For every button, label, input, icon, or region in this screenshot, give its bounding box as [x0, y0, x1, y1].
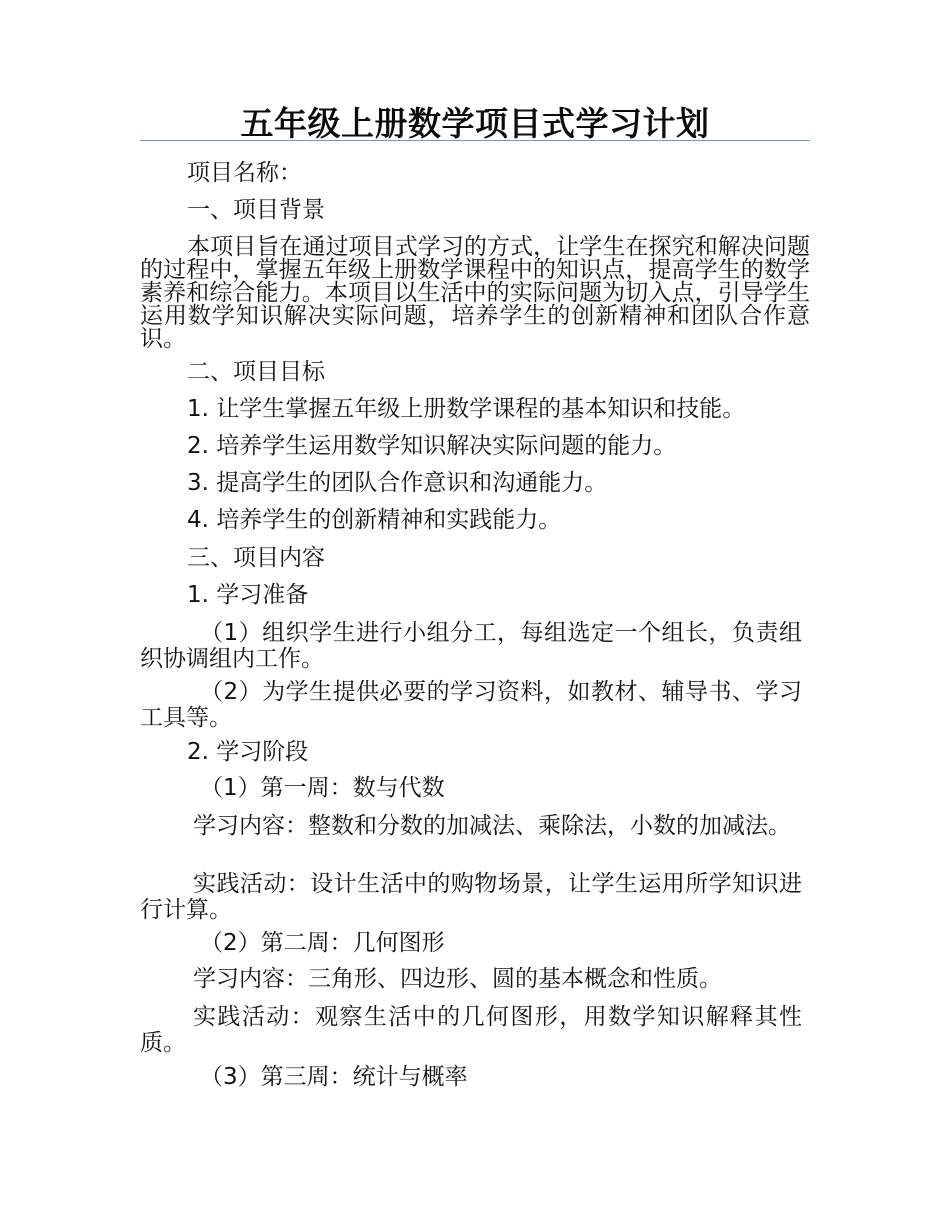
prep-item: （2）为学生提供必要的学习资料，如教材、辅导书、学习工具等。: [140, 679, 802, 731]
prep-item: （1）组织学生进行小组分工，每组选定一个组长，负责组织协调组内工作。: [140, 620, 802, 672]
goal-item: 3. 提高学生的团队合作意识和沟通能力。: [187, 470, 608, 496]
week1-heading: （1）第一周：数与代数: [200, 775, 445, 801]
goal-item: 4. 培养学生的创新精神和实践能力。: [187, 507, 562, 533]
background-paragraph: 本项目旨在通过项目式学习的方式，让学生在探究和解决问题的过程中，掌握五年级上册数学课程中的知识点，提高学生的数学素养和综合能力。本项目以生活中的实际问题为切入点，引导学生运用数学知识解决实际问题，培养学生的创新精神和团队合作意识。: [140, 234, 810, 352]
subheading-stages: 2. 学习阶段: [187, 739, 309, 765]
section-heading-content: 三、项目内容: [187, 545, 325, 571]
document-title: 五年级上册数学项目式学习计划: [240, 104, 710, 143]
goal-item: 2. 培养学生运用数学知识解决实际问题的能力。: [187, 433, 677, 459]
project-name-label: 项目名称：: [187, 160, 302, 186]
week1-study: 学习内容：整数和分数的加减法、乘除法，小数的加减法。: [193, 813, 791, 839]
week2-study: 学习内容：三角形、四边形、圆的基本概念和性质。: [193, 966, 722, 992]
week3-heading: （3）第三周：统计与概率: [200, 1064, 468, 1090]
week2-practice: 实践活动：观察生活中的几何图形，用数学知识解释其性质。: [140, 1004, 802, 1056]
section-heading-background: 一、项目背景: [187, 197, 325, 223]
subheading-prep: 1. 学习准备: [187, 582, 309, 608]
week2-heading: （2）第二周：几何图形: [200, 930, 445, 956]
week1-practice: 实践活动：设计生活中的购物场景，让学生运用所学知识进行计算。: [140, 871, 802, 923]
section-heading-goals: 二、项目目标: [187, 359, 325, 385]
goal-item: 1. 让学生掌握五年级上册数学课程的基本知识和技能。: [187, 396, 746, 422]
title-underline: [140, 140, 810, 141]
